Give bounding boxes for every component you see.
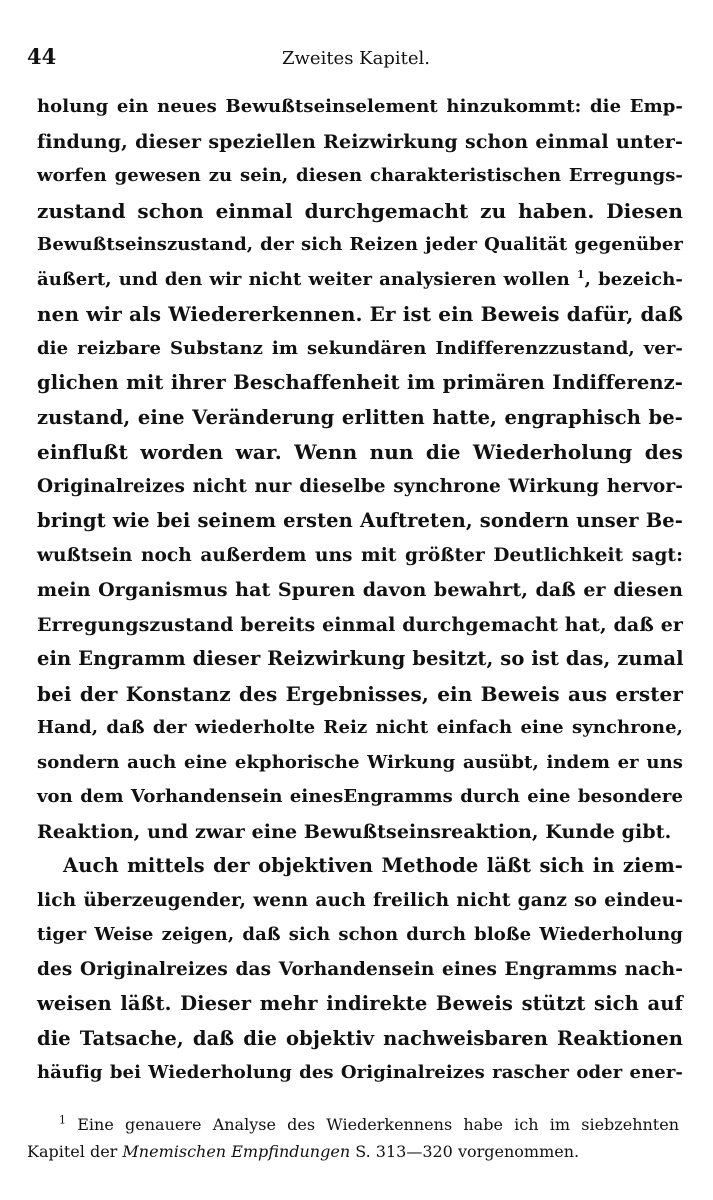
text-line: die Tatsache, daß die objektiv nachweisbaren Reaktionen [37, 1026, 683, 1050]
text-line: holung ein neues Bewußtseinselement hinzukommt: die Emp- [37, 96, 683, 117]
footnote-text: Eine genauere Analyse des Wiederkennens habe ich im siebzehnten [77, 1115, 680, 1134]
cited-book-title: Mnemischen Empfindungen [122, 1142, 351, 1161]
text-line: Hand, daß der wiederholte Reiz nicht einfach eine synchrone, [37, 717, 683, 738]
text-line: Erregungszustand bereits einmal durchgemacht hat, daß er [37, 613, 683, 636]
text-line-with-footnote-ref [37, 263, 683, 298]
footnote-text: S. 313—320 vorgenommen. [355, 1142, 580, 1161]
text-line: des Originalreizes das Vorhandensein eines Engramms nach- [37, 958, 683, 980]
text-line: mein Organismus hat Spuren davon bewahrt, daß er diesen [37, 579, 683, 601]
body-text [37, 90, 683, 1091]
text-line: sondern auch eine ekphorische Wirkung ausübt, indem er uns [37, 751, 683, 773]
text-line: glichen mit ihrer Beschaffenheit im primären Indifferenz- [37, 371, 683, 394]
text-line: zustand, eine Veränderung erlitten hatte, engraphisch be- [37, 405, 683, 429]
text-line: lich überzeugender, wenn auch freilich nicht ganz so eindeu- [37, 889, 683, 911]
text-line: wußtsein noch außerdem uns mit größter Deutlichkeit sagt: [37, 544, 683, 566]
footnote-marker: 1 [59, 1113, 66, 1127]
text-line: Reaktion, und zwar eine Bewußtseinsreaktion, Kunde gibt. [37, 820, 672, 843]
footnote-area [27, 1111, 679, 1165]
text-line: Bewußtseinszustand, der sich Reizen jeder Qualität gegenüber [37, 234, 683, 255]
text-line: findung, dieser speziellen Reizwirkung schon einmal unter- [37, 130, 683, 153]
text-line: bei der Konstanz des Ergebnisses, ein Beweis aus erster [37, 681, 683, 706]
text-line: nen wir als Wiedererkennen. Er ist ein Beweis dafür, daß [37, 302, 683, 326]
text-fragment: äußert, und den wir nicht weiter analysieren wollen [37, 268, 570, 290]
text-line: weisen läßt. Dieser mehr indirekte Beweis stützt sich auf [37, 992, 683, 1015]
footnote-text: Kapitel der [27, 1142, 118, 1161]
text-line: von dem Vorhandensein einesEngramms durch eine besondere [37, 786, 683, 807]
text-line: worfen gewesen zu sein, diesen charakteristischen Erregungs- [37, 165, 683, 186]
text-line: die reizbare Substanz im sekundären Indifferenzzustand, ver- [37, 337, 683, 359]
text-line: Originalreizes nicht nur dieselbe synchrone Wirkung hervor- [37, 475, 683, 497]
running-title: Zweites Kapitel. [282, 48, 430, 69]
text-line: bringt wie bei seinem ersten Auftreten, sondern unser Be- [37, 509, 683, 532]
page-number: 44 [27, 44, 57, 69]
text-line: ein Engramm dieser Reizwirkung besitzt, so ist das, zumal [37, 647, 684, 670]
page-header [27, 44, 683, 74]
text-line: Auch mittels der objektiven Methode läßt sich in ziem- [63, 854, 683, 877]
text-line: häufig bei Wiederholung des Originalreizes rascher oder ener- [37, 1062, 683, 1083]
footnote-line [27, 1111, 679, 1138]
footnote-line [27, 1138, 679, 1165]
text-fragment: , bezeich- [584, 268, 683, 290]
text-line: tiger Weise zeigen, daß sich schon durch bloße Wiederholung [37, 924, 683, 945]
text-line: einflußt worden war. Wenn nun die Wiederholung des [37, 440, 683, 464]
text-line: zustand schon einmal durchgemacht zu haben. Diesen [37, 198, 683, 223]
footnote-reference[interactable]: 1 [576, 267, 585, 281]
